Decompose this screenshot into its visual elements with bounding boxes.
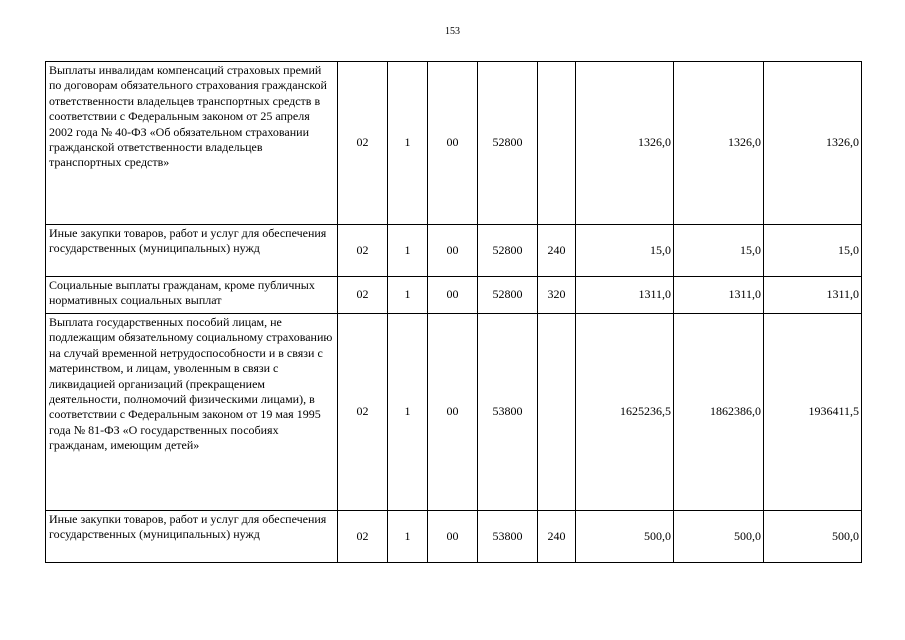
table-row xyxy=(46,277,862,314)
expense-type-cell xyxy=(538,62,576,225)
amount-year-1-cell: 500,0 xyxy=(576,511,674,563)
amount-year-2-cell: 1326,0 xyxy=(674,62,764,225)
amount-year-3-cell: 1311,0 xyxy=(764,277,862,314)
amount-year-2-cell: 1311,0 xyxy=(674,277,764,314)
amount-year-1-cell: 1326,0 xyxy=(576,62,674,225)
subprogram-code-cell: 1 xyxy=(388,511,428,563)
amount-year-3-cell: 1326,0 xyxy=(764,62,862,225)
direction-code-cell: 52800 xyxy=(478,225,538,277)
subprogram-code-cell: 1 xyxy=(388,314,428,511)
amount-year-1-cell: 15,0 xyxy=(576,225,674,277)
amount-year-3-cell: 1936411,5 xyxy=(764,314,862,511)
main-activity-code-cell: 00 xyxy=(428,314,478,511)
row-name-cell: Иные закупки товаров, работ и услуг для обеспечения государственных (муниципальных) нужд xyxy=(46,511,338,563)
program-code-cell: 02 xyxy=(338,277,388,314)
direction-code-cell: 52800 xyxy=(478,62,538,225)
amount-year-1-cell: 1311,0 xyxy=(576,277,674,314)
main-activity-code-cell: 00 xyxy=(428,511,478,563)
table-row xyxy=(46,62,862,225)
expense-type-cell: 240 xyxy=(538,511,576,563)
amount-year-2-cell: 1862386,0 xyxy=(674,314,764,511)
main-activity-code-cell: 00 xyxy=(428,277,478,314)
table-row xyxy=(46,314,862,511)
table-row xyxy=(46,225,862,277)
row-name-cell: Выплата государственных пособий лицам, не подлежащим обязательному социальному страхованию на случай временной нетрудоспособности и в связи с материнством, и лицам, уволенным в связи с ликвидацией организаций (прекращением деятельности, полномочий физическими лицами), в соответствии с Федеральным законом от 19 мая 1995 года № 81-ФЗ «О государственных пособиях гражданам, имеющим детей» xyxy=(46,314,338,511)
direction-code-cell: 52800 xyxy=(478,277,538,314)
direction-code-cell: 53800 xyxy=(478,511,538,563)
program-code-cell: 02 xyxy=(338,62,388,225)
amount-year-2-cell: 15,0 xyxy=(674,225,764,277)
program-code-cell: 02 xyxy=(338,314,388,511)
budget-table xyxy=(45,61,862,563)
amount-year-2-cell: 500,0 xyxy=(674,511,764,563)
subprogram-code-cell: 1 xyxy=(388,62,428,225)
amount-year-3-cell: 500,0 xyxy=(764,511,862,563)
main-activity-code-cell: 00 xyxy=(428,62,478,225)
amount-year-3-cell: 15,0 xyxy=(764,225,862,277)
subprogram-code-cell: 1 xyxy=(388,225,428,277)
expense-type-cell: 320 xyxy=(538,277,576,314)
table-row xyxy=(46,511,862,563)
expense-type-cell: 240 xyxy=(538,225,576,277)
expense-type-cell xyxy=(538,314,576,511)
page-number: 153 xyxy=(445,26,460,37)
direction-code-cell: 53800 xyxy=(478,314,538,511)
main-activity-code-cell: 00 xyxy=(428,225,478,277)
subprogram-code-cell: 1 xyxy=(388,277,428,314)
row-name-cell: Социальные выплаты гражданам, кроме публичных нормативных социальных выплат xyxy=(46,277,338,314)
row-name-cell: Иные закупки товаров, работ и услуг для обеспечения государственных (муниципальных) нужд xyxy=(46,225,338,277)
program-code-cell: 02 xyxy=(338,225,388,277)
amount-year-1-cell: 1625236,5 xyxy=(576,314,674,511)
program-code-cell: 02 xyxy=(338,511,388,563)
row-name-cell: Выплаты инвалидам компенсаций страховых премий по договорам обязательного страхования гражданской ответственности владельцев транспортных средств в соответствии с Федеральным законом от 25 апреля 2002 года № 40-ФЗ «Об обязательном страховании гражданской ответственности владельцев транспортных средств» xyxy=(46,62,338,225)
